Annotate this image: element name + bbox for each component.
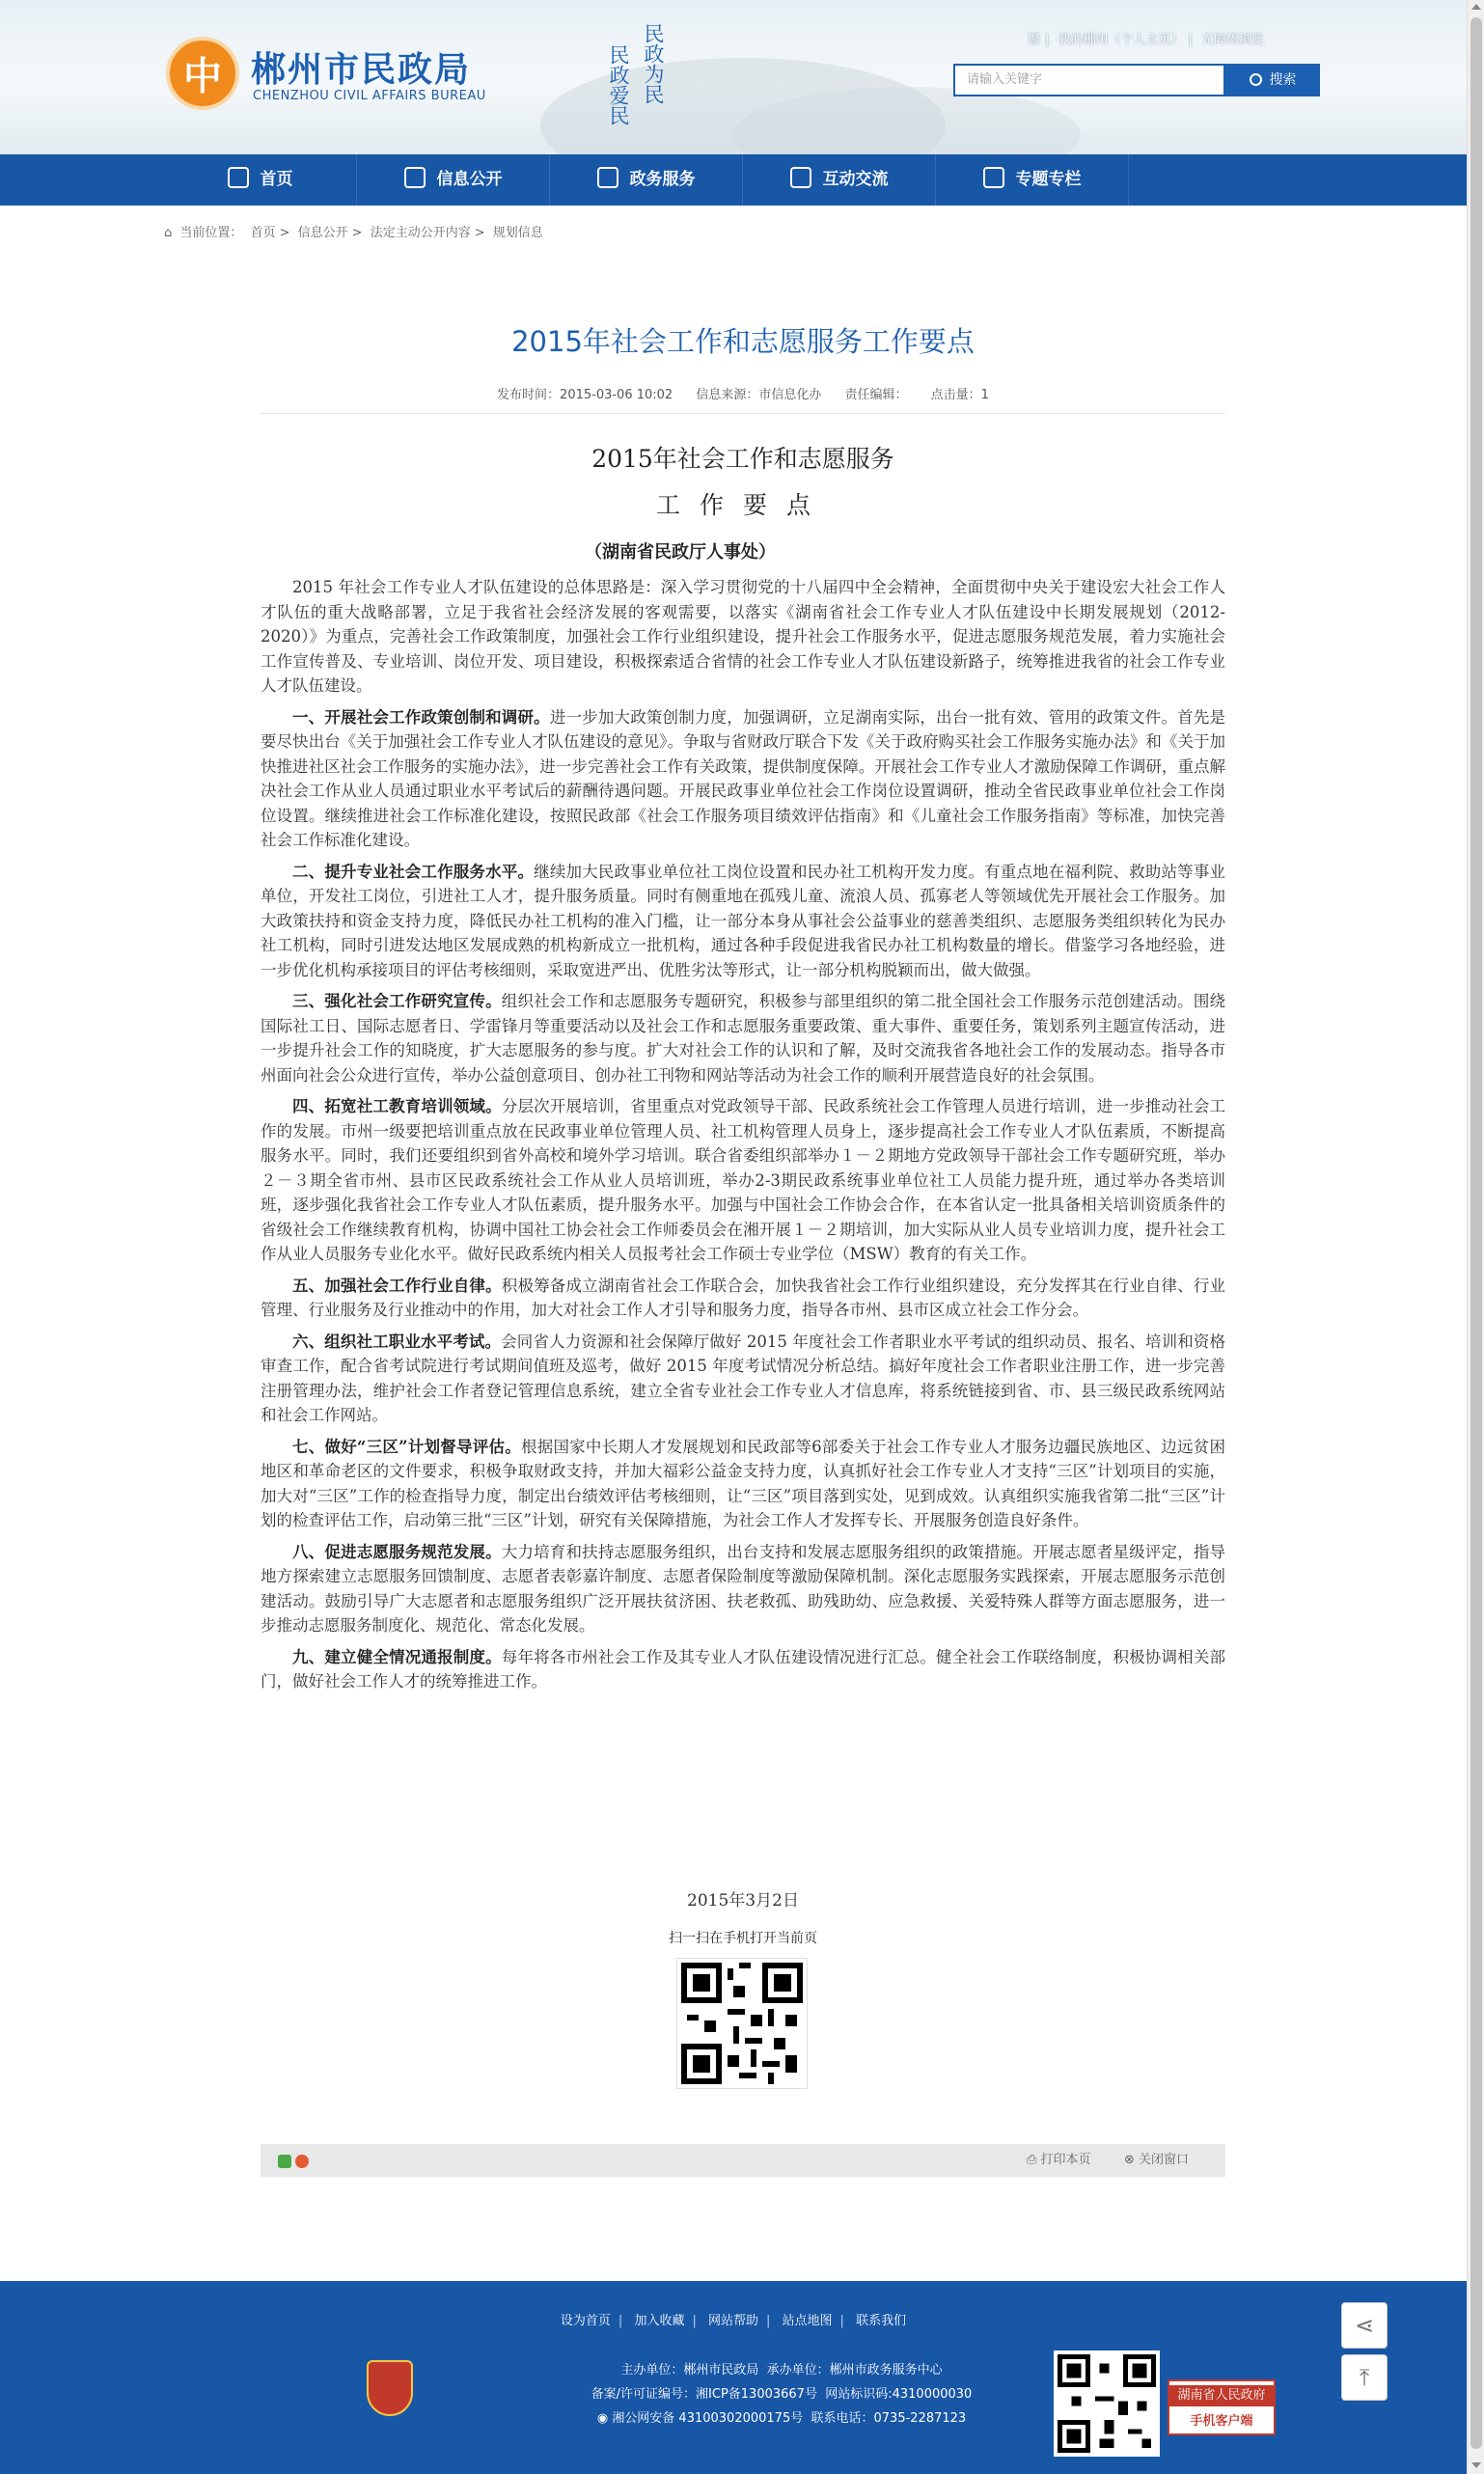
footer-link-sitemap[interactable]: 站点地图: [782, 2314, 833, 2328]
site-name[interactable]: 郴州市民政局: [251, 50, 472, 90]
footer-link-set-home[interactable]: 设为首页: [560, 2314, 611, 2328]
footer-link-contact[interactable]: 联系我们: [856, 2314, 907, 2328]
paragraph: 八、促进志愿服务规范发展。大力培育和扶持志愿服务组织，出台支持和发展志愿服务组织的政策措施。开展志愿者星级评定，指导地方探索建立志愿服务回馈制度、志愿者表彰嘉许制度、志愿者保险制度等激励保障机制。深化志愿服务实践探索，开展志愿服务示范创建活动。鼓励引导广大志愿者和志愿服务组织广泛开展扶贫济困、扶老救孤、助残助幼、应急救援、关爱特殊人群等方面志愿服务，进一步推动志愿服务制度化、规范化、常态化发展。: [261, 1542, 1226, 1635]
click-count: 点击量：1: [930, 388, 989, 402]
edit-icon: [597, 167, 618, 188]
document-icon: [404, 167, 426, 188]
organizer: 承办单位：郴州市政务服务中心: [766, 2363, 943, 2378]
footer-link-bookmark[interactable]: 加入收藏: [634, 2314, 685, 2328]
top-links: 繁 | 我的郴州（个人主页） | 无障碍浏览: [1028, 33, 1265, 47]
breadcrumb: ⌂ 当前位置： 首页 > 信息公开 > 法定主动公开内容 > 规划信息: [164, 226, 543, 240]
nav-info-disclosure[interactable]: 信息公开: [357, 154, 550, 206]
party-gov-badge-icon[interactable]: [367, 2360, 413, 2416]
paragraph: 七、做好“三区”计划督导评估。根据国家中长期人才发展规划和民政部等6部委关于社会工作专业人才服务边疆民族地区、边远贫困地区和革命老区的文件要求，积极争取财政支持，并加大福彩公益金支持力度，认真抓好社会工作专业人才支持“三区”计划项目的实施，加大对“三区”工作的检查指导力度，制定出台绩效评估考核细则，让“三区”项目落到实处，见到成效。认真组织实施我省第二批“三区”计划的检查评估工作，启动第三批“三区”计划，研究有关保障措施，为社会工作人才发挥专长、开展服务创造良好条件。: [261, 1437, 1226, 1529]
paragraph: 一、开展社会工作政策创制和调研。进一步加大政策创制力度，加强调研，立足湖南实际，出台一批有效、管用的政策文件。首先是要尽快出台《关于加强社会工作专业人才队伍建设的意见》。争取与省财政厅联合下发《关于政府购买社会工作服务实施办法》和《关于加快推进社区社会工作服务的实施办法》，进一步完善社会工作有关政策，提供制度保障。开展社会工作专业人才激励保障工作调研，重点解决社会工作从业人员通过职业水平考试后的薪酬待遇问题。开展民政事业单位社会工作岗位设置调研，推动全省民政事业单位社会工作岗位设置。继续推进社会工作标准化建设，按照民政部《社会工作服务项目绩效评估指南》和《儿童社会工作服务指南》等标准，加快完善社会工作标准化建设。: [261, 707, 1226, 849]
footer-qr-code: [1054, 2350, 1160, 2457]
accessibility-link[interactable]: 无障碍浏览: [1201, 33, 1265, 47]
paragraph: 四、拓宽社工教育培训领域。分层次开展培训，省里重点对党政领导干部、民政系统社会工作管理人员进行培训，进一步推动社会工作的发展。市州一级要把培训重点放在民政事业单位管理人员、社工机构管理人员身上，逐步提高社会工作专业人才队伍素质，不断提高服务水平。同时，我们还要组织到省外高校和境外学习培训。联合省委组织部举办１－２期地方党政领导干部社会工作专题研究班，举办２－３期全省市州、县市区民政系统社会工作从业人员培训班，举办2-3期民政系统事业单位社工人员能力提升班，通过举办各类培训班，逐步强化我省社会工作专业人才队伍素质，提升服务水平。加强与中国社会工作协会合作，在本省认定一批具备相关培训资质条件的省级社会工作继续教育机构，协调中国社工协会社会工作师委员会在湘开展１－２期培训，加大实际从业人员专业培训力度，提升社会工作从业人员服务专业化水平。做好民政系统内相关人员报考社会工作硕士专业学位（MSW）教育的有关工作。: [261, 1097, 1226, 1263]
doc-heading: 2015年社会工作和志愿服务: [591, 445, 894, 473]
nav-home[interactable]: 首页: [164, 154, 357, 206]
chat-icon: [790, 167, 811, 188]
scroll-up-arrow-icon[interactable]: [1471, 4, 1481, 10]
home-icon: ⌂: [164, 226, 173, 240]
paragraph: 六、组织社工职业水平考试。会同省人力资源和社会保障厅做好 2015 年度社会工作者职业水平考试的组织动员、报名、培训和资格审查工作，配合省考试院进行考试期间值班及巡考，做好 2015 年度考试情况分析总结。搞好年度社会工作者职业注册工作，进一步完善注册管理办法，维护社会工作者登记管理信息系统，建立全省专业社会工作专业人才信息库，将系统链接到省、市、县三级民政系统网站和社会工作网站。: [261, 1332, 1226, 1424]
police-record[interactable]: 湘公网安备 43100302000175号: [612, 2411, 804, 2426]
nav-gov-services[interactable]: 政务服务: [550, 154, 743, 206]
breadcrumb-item-home[interactable]: 首页: [250, 226, 276, 240]
footer-links: 设为首页 | 加入收藏 | 网站帮助 | 站点地图 | 联系我们: [560, 2314, 907, 2328]
info-source: 信息来源：市信息化办: [696, 388, 822, 402]
layers-icon: [983, 167, 1004, 188]
main-nav: [0, 154, 1467, 206]
scroll-down-arrow-icon[interactable]: [1471, 2462, 1481, 2468]
close-icon: ⊗: [1124, 2153, 1140, 2167]
calligraphy-right: 民政为民: [642, 23, 665, 104]
doc-subheading: 工作要点: [655, 491, 830, 519]
nav-special-topics[interactable]: 专题专栏: [936, 154, 1129, 206]
sponsor: 主办单位：郴州市民政局: [620, 2363, 759, 2378]
site-code: 网站标识码:4310000030: [825, 2387, 973, 2402]
site-header: [0, 0, 1467, 154]
breadcrumb-item-statutory[interactable]: 法定主动公开内容: [370, 226, 471, 240]
document-date: 2015年3月2日: [687, 1891, 799, 1910]
footer-info: [463, 2358, 1100, 2431]
icp-number[interactable]: 备案/许可证编号：湘ICP备13003667号: [591, 2387, 817, 2402]
publish-time: 发布时间：2015-03-06 10:02: [497, 388, 673, 402]
editor: 责任编辑：: [844, 388, 908, 402]
calligraphy-left: 民政爱民: [607, 44, 630, 125]
printer-icon: ⎙: [1027, 2153, 1041, 2167]
police-icon: ◉: [596, 2411, 613, 2426]
search-input[interactable]: 请输入关键字: [953, 64, 1225, 96]
weibo-share-icon[interactable]: [295, 2155, 309, 2168]
scroll-thumb[interactable]: [1470, 17, 1482, 2449]
contact-phone: 联系电话：0735-2287123: [811, 2411, 967, 2426]
wechat-share-icon[interactable]: [278, 2155, 291, 2168]
site-name-en: CHENZHOU CIVIL AFFAIRS BUREAU: [253, 89, 486, 103]
article-body: [261, 575, 1225, 1701]
doc-issuer: （湖南省民政厅人事处）: [585, 542, 776, 563]
paragraph: 九、建立健全情况通报制度。每年将各市州社会工作及其专业人才队伍建设情况进行汇总。健全社会工作联络制度，积极协调相关部门，做好社会工作人才的统筹推进工作。: [261, 1647, 1226, 1691]
home-icon: [228, 167, 249, 188]
site-footer: [0, 2281, 1467, 2474]
breadcrumb-prefix: 当前位置：: [179, 226, 243, 240]
article-title: 2015年社会工作和志愿服务工作要点: [511, 325, 975, 358]
breadcrumb-item-planning[interactable]: 规划信息: [492, 226, 543, 240]
paragraph: 三、强化社会工作研究宣传。组织社会工作和志愿服务专题研究，积极参与部里组织的第二批全国社会工作服务示范创建活动。围绕国际社工日、国际志愿者日、学雷锋月等重要活动以及社会工作和志愿服务重要政策、重大事件、重要任务，策划系列主题宣传活动，进一步提升社会工作的知晓度，扩大志愿服务的参与度。扩大对社会工作的认识和了解，及时交流我省各地社会工作的发展动态。指导各市州面向社会公众进行宣传，举办公益创意项目、创办社工刊物和网站等活动为社会工作的顺利开展营造良好的社会氛围。: [261, 992, 1226, 1085]
breadcrumb-item-info[interactable]: 信息公开: [297, 226, 348, 240]
page-scrollbar[interactable]: [1467, 0, 1484, 2474]
share-icon[interactable]: ⋖: [1341, 2302, 1388, 2349]
back-to-top-icon[interactable]: ⤒: [1341, 2354, 1388, 2401]
calligraphy-banner: [598, 19, 675, 143]
gov-mobile-app-link[interactable]: 湖南省人民政府 手机客户端: [1168, 2379, 1276, 2435]
paragraph: 二、提升专业社会工作服务水平。继续加大民政事业单位社工岗位设置和民办社工机构开发力度。有重点地在福利院、救助站等事业单位，开发社工岗位，引进社工人才，提升服务质量。同时有侧重地在孤残儿童、流浪人员、孤寡老人等领域优先开展社会工作服务。加大政策扶持和资金支持力度，降低民办社工机构的准入门槛，让一部分本身从事社会公益事业的慈善类组织、志愿服务类组织转化为民办社工机构，同时引进发达地区发展成熟的机构新成立一批机构，通过各种手段促进我省民办社工机构数量的增长。借鉴学习各地经验，进一步优化机构承接项目的评估考核细则，采取宽进严出、优胜劣汰等形式，让一部分机构脱颖而出，做大做强。: [261, 862, 1226, 979]
footer-link-help[interactable]: 网站帮助: [707, 2314, 758, 2328]
search-icon: [1250, 73, 1262, 86]
divider: [261, 413, 1225, 414]
site-logo[interactable]: 中: [166, 37, 239, 110]
paragraph: 五、加强社会工作行业自律。积极筹备成立湖南省社会工作联合会，加快我省社会工作行业组织建设，充分发挥其在行业自律、行业管理、行业服务及行业推动中的作用，加大对社会工作人才引导和服务力度，指导各市州、县市区成立社会工作分会。: [261, 1276, 1226, 1319]
traditional-chinese-link[interactable]: 繁: [1028, 33, 1041, 47]
nav-interaction[interactable]: 互动交流: [743, 154, 936, 206]
print-button[interactable]: ⎙ 打印本页: [1027, 2153, 1091, 2167]
page-qr-code: [677, 1959, 807, 2088]
article-meta: [261, 384, 1225, 402]
article-action-bar: [261, 2144, 1225, 2177]
search-button[interactable]: 搜索: [1225, 64, 1320, 96]
qr-label: 扫一扫在手机打开当前页: [669, 1931, 817, 1946]
paragraph: 2015 年社会工作专业人才队伍建设的总体思路是：深入学习贯彻党的十八届四中全会精神，全面贯彻中央关于建设宏大社会工作人才队伍的重大战略部署，立足于我省社会经济发展的客观需要，以落实《湖南省社会工作专业人才队伍建设中长期发展规划（2012-2020）》为重点，完善社会工作政策制度，加强社会工作行业组织建设，提升社会工作服务水平，促进志愿服务规范发展，着力实施社会工作宣传普及、专业培训、岗位开发、项目建设，积极探索适合省情的社会工作专业人才队伍建设新路子，统筹推进我省的社会工作专业人才队伍建设。: [261, 578, 1225, 695]
close-window-button[interactable]: ⊗ 关闭窗口: [1124, 2153, 1190, 2167]
my-chenzhou-link[interactable]: 我的郴州（个人主页）: [1058, 33, 1184, 47]
